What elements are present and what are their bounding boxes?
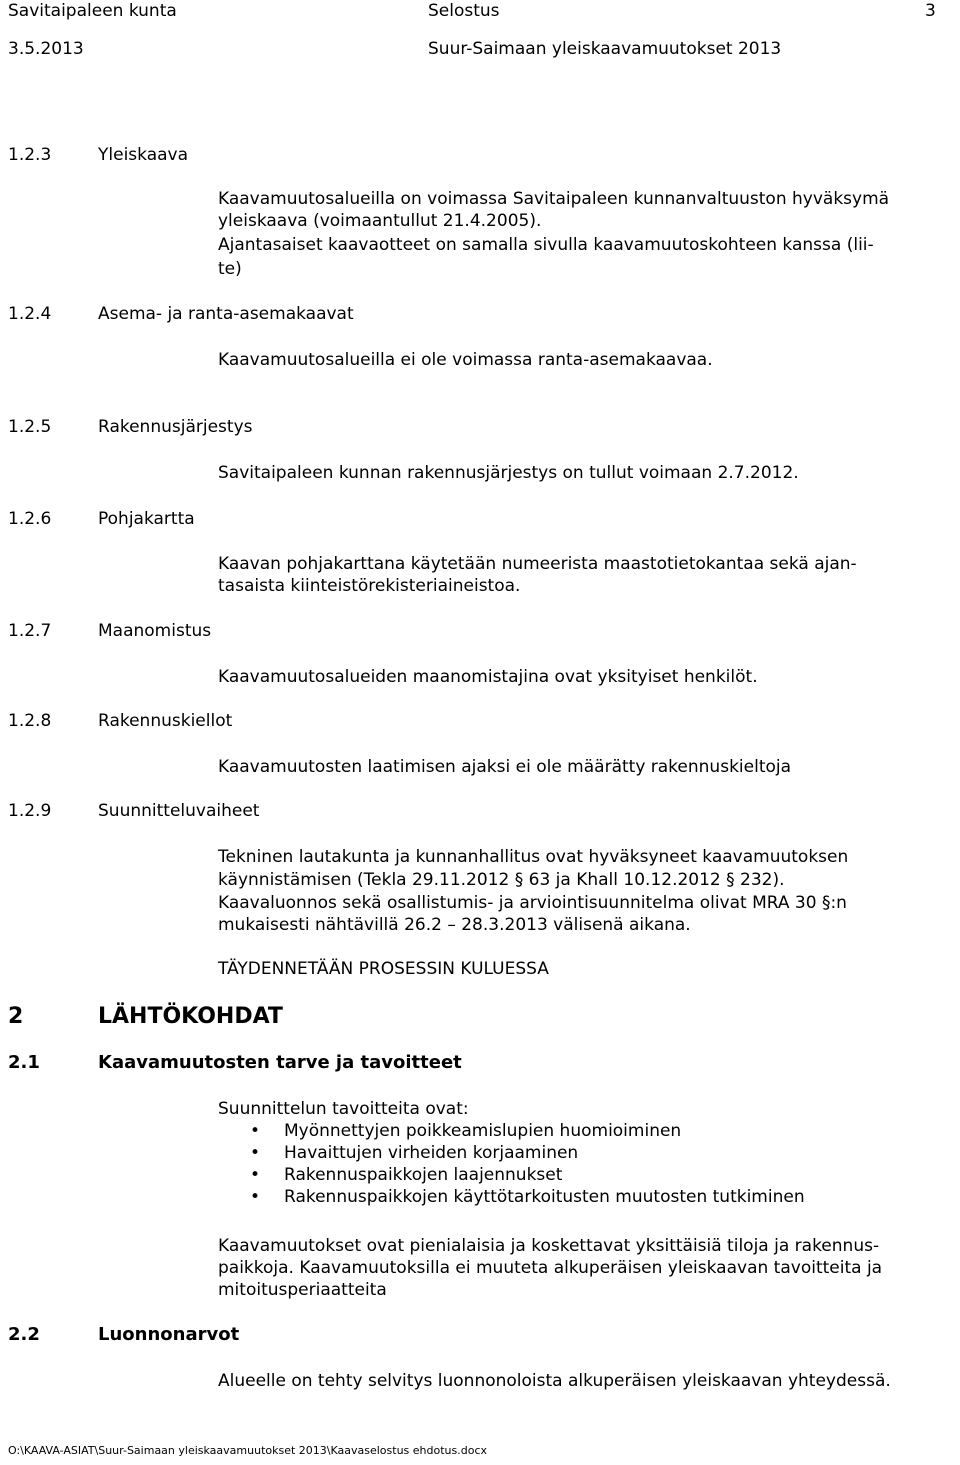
section-number-1-2-6: 1.2.6: [8, 509, 52, 529]
section-title-maanomistus: Maanomistus: [98, 621, 212, 641]
section-title-rakennusjarjestys: Rakennusjärjestys: [98, 417, 253, 437]
section-body: Kaavamuutosalueilla ei ole voimassa ranta-asemakaavaa.: [218, 350, 713, 370]
header-municipality: Savitaipaleen kunta: [8, 1, 177, 21]
section-paragraph-line: paikkoja. Kaavamuutoksilla ei muuteta alkuperäisen yleiskaavan tavoitteita ja: [218, 1258, 883, 1278]
list-item: • Rakennuspaikkojen käyttötarkoitusten muutosten tutkiminen: [250, 1187, 805, 1207]
header-doc-type: Selostus: [428, 1, 500, 21]
list-item: • Rakennuspaikkojen laajennukset: [250, 1165, 563, 1185]
section-note: TÄYDENNETÄÄN PROSESSIN KULUESSA: [218, 959, 549, 979]
section-paragraph-line: mitoitusperiaatteita: [218, 1280, 387, 1300]
section-title-yleiskaava: Yleiskaava: [98, 145, 189, 165]
footer-file-path: O:\KAAVA-ASIAT\Suur-Saimaan yleiskaavamuutokset 2013\Kaavaselostus ehdotus.docx: [8, 1444, 488, 1457]
header-date: 3.5.2013: [8, 39, 84, 59]
chapter-number-2: 2: [8, 1004, 24, 1029]
section-body: Kaavamuutosalueiden maanomistajina ovat yksityiset henkilöt.: [218, 667, 758, 687]
section-number-1-2-8: 1.2.8: [8, 711, 52, 731]
section-body-line: Kaavamuutosalueilla on voimassa Savitaipaleen kunnanvaltuuston hyväksymä: [218, 189, 890, 209]
section-body-line: Ajantasaiset kaavaotteet on samalla sivulla kaavamuutoskohteen kanssa (lii-: [218, 235, 874, 255]
section-title-pohjakartta: Pohjakartta: [98, 509, 195, 529]
chapter-title-lahtokohdat: LÄHTÖKOHDAT: [98, 1004, 283, 1029]
bullet-icon: •: [250, 1121, 261, 1141]
section-number-2-2: 2.2: [8, 1324, 40, 1345]
section-number-1-2-4: 1.2.4: [8, 304, 52, 324]
section-title-luonnonarvot: Luonnonarvot: [98, 1324, 240, 1345]
section-body-line: Kaavan pohjakarttana käytetään numeerista maastotietokantaa sekä ajan-: [218, 554, 857, 574]
section-body: Alueelle on tehty selvitys luonnonoloista alkuperäisen yleiskaavan yhteydessä.: [218, 1371, 891, 1391]
section-body-line: te): [218, 259, 242, 279]
section-title-tarve-tavoitteet: Kaavamuutosten tarve ja tavoitteet: [98, 1052, 462, 1073]
section-body: Savitaipaleen kunnan rakennusjärjestys on tullut voimaan 2.7.2012.: [218, 463, 799, 483]
bullet-icon: •: [250, 1187, 261, 1207]
header-page-number: 3: [925, 1, 936, 21]
header-project: Suur-Saimaan yleiskaavamuutokset 2013: [428, 39, 782, 59]
section-body-line: käynnistämisen (Tekla 29.11.2012 § 63 ja Khall 10.12.2012 § 232).: [218, 870, 785, 890]
section-number-1-2-5: 1.2.5: [8, 417, 52, 437]
section-number-1-2-7: 1.2.7: [8, 621, 52, 641]
section-title-rakennuskiellot: Rakennuskiellot: [98, 711, 233, 731]
section-body-line: yleiskaava (voimaantullut 21.4.2005).: [218, 211, 542, 231]
goals-list: [250, 1120, 805, 1208]
section-body-line: Kaavaluonnos sekä osallistumis- ja arviointisuunnitelma olivat MRA 30 §:n: [218, 893, 847, 913]
bullet-icon: •: [250, 1165, 261, 1185]
section-body-line: tasaista kiinteistörekisteriaineistoa.: [218, 576, 521, 596]
section-number-1-2-3: 1.2.3: [8, 145, 52, 165]
section-number-1-2-9: 1.2.9: [8, 801, 52, 821]
section-title-suunnitteluvaiheet: Suunnitteluvaiheet: [98, 801, 260, 821]
bullet-icon: •: [250, 1143, 261, 1163]
goals-intro: Suunnittelun tavoitteita ovat:: [218, 1099, 469, 1119]
section-body: Kaavamuutosten laatimisen ajaksi ei ole määrätty rakennuskieltoja: [218, 757, 792, 777]
section-body-line: mukaisesti nähtävillä 26.2 – 28.3.2013 välisenä aikana.: [218, 915, 691, 935]
section-number-2-1: 2.1: [8, 1052, 40, 1073]
section-body-line: Tekninen lautakunta ja kunnanhallitus ovat hyväksyneet kaavamuutoksen: [218, 847, 849, 867]
section-title-asemakaavat: Asema- ja ranta-asemakaavat: [98, 304, 354, 324]
list-item: • Havaittujen virheiden korjaaminen: [250, 1143, 579, 1163]
section-paragraph-line: Kaavamuutokset ovat pienialaisia ja koskettavat yksittäisiä tiloja ja rakennus-: [218, 1236, 880, 1256]
list-item: • Myönnettyjen poikkeamislupien huomioiminen: [250, 1121, 682, 1141]
